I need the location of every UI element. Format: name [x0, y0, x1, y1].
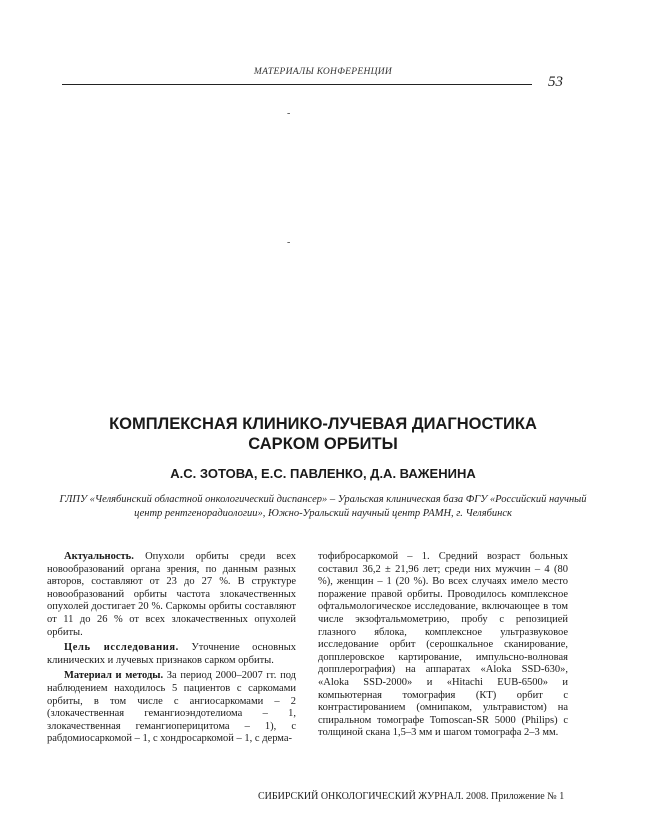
article-affiliation: ГЛПУ «Челябинский областной онкологический диспансер» – Уральская клиническая база ФГУ «Российский научный центр рентгенорадиологии», Южно-Уральский научный центр РАМН, г. Челябинск: [59, 494, 587, 519]
header-rule: [62, 84, 532, 85]
paragraph-text: Уточнение основных клинических и лучевых признаков сарком орбиты.: [47, 642, 296, 666]
paragraph-text: Опухоли орбиты среди всех новообразований органа зрения, по данным разных авторов, составляют от 23 до 27 %. В структуре новообразований орбиты частота злокачественных опухолей достигает 20 %. Саркомы орбиты составляют от 11 до 26 % от всех злокачественных опухолей орбиты.: [47, 551, 296, 638]
article-authors: А.С. ЗОТОВА, Е.С. ПАВЛЕНКО, Д.А. ВАЖЕНИНА: [170, 466, 476, 481]
paragraph-lead: Актуальность.: [64, 551, 134, 562]
article-title: [0, 414, 646, 454]
text-column-right: [318, 551, 568, 740]
article-title-line: КОМПЛЕКСНАЯ КЛИНИКО-ЛУЧЕВАЯ ДИАГНОСТИКА: [109, 415, 537, 433]
scan-mark: -: [287, 237, 291, 248]
text-column-left: [47, 551, 296, 746]
paragraph-methods: [47, 670, 296, 746]
paragraph-relevance: [47, 551, 296, 639]
running-title: МАТЕРИАЛЫ КОНФЕРЕНЦИИ: [253, 67, 393, 77]
journal-footer: СИБИРСКИЙ ОНКОЛОГИЧЕСКИЙ ЖУРНАЛ. 2008. Приложение № 1: [258, 791, 565, 802]
page-number: 53: [548, 74, 563, 90]
paragraph-aim: [47, 642, 296, 667]
paragraph-methods-continued: тофибросаркомой – 1. Средний возраст больных составил 36,2 ± 21,96 лет; среди них мужчин – 4 (80 %), женщин – 1 (20 %). Во всех случаях имело место поражение правой орбиты. Проводилось комплексное офтальмологическое исследование, включающее в том числе экзофтальмометрию, пробу с репозицией глазного яблока, комплексное ультразвуковое исследование орбит (серошкальное сканирование, допплеровское картирование, импульсно-волновая допплерография) на аппаратах «Aloka SSD-630», «Aloka SSD-2000» и «Hitachi EUB-6500» и компьютерная томография (КТ) орбит с контрастированием (омнипаком, ультравистом) на спиральном томографе Tomoscan-SR 5000 (Philips) с толщиной скана 1,5–3 мм и шагом томографа 2–3 мм.: [318, 551, 568, 739]
article-title-line: САРКОМ ОРБИТЫ: [248, 435, 398, 453]
paragraph-text: За период 2000–2007 гг. под наблюдением находилось 5 пациентов с саркомами орбиты, в том числе с ангиосаркомами – 2 (злокачественная гемангиоэндотелиома – 1, злокачественная гемангиоперицитома – 1), с рабдомиосаркомой – 1, с хондросаркомой – 1, с дерма-: [47, 670, 297, 745]
paragraph-lead: Цель исследования.: [64, 642, 179, 654]
paragraph-lead: Материал и методы.: [64, 670, 164, 682]
scan-mark: -: [287, 108, 291, 119]
